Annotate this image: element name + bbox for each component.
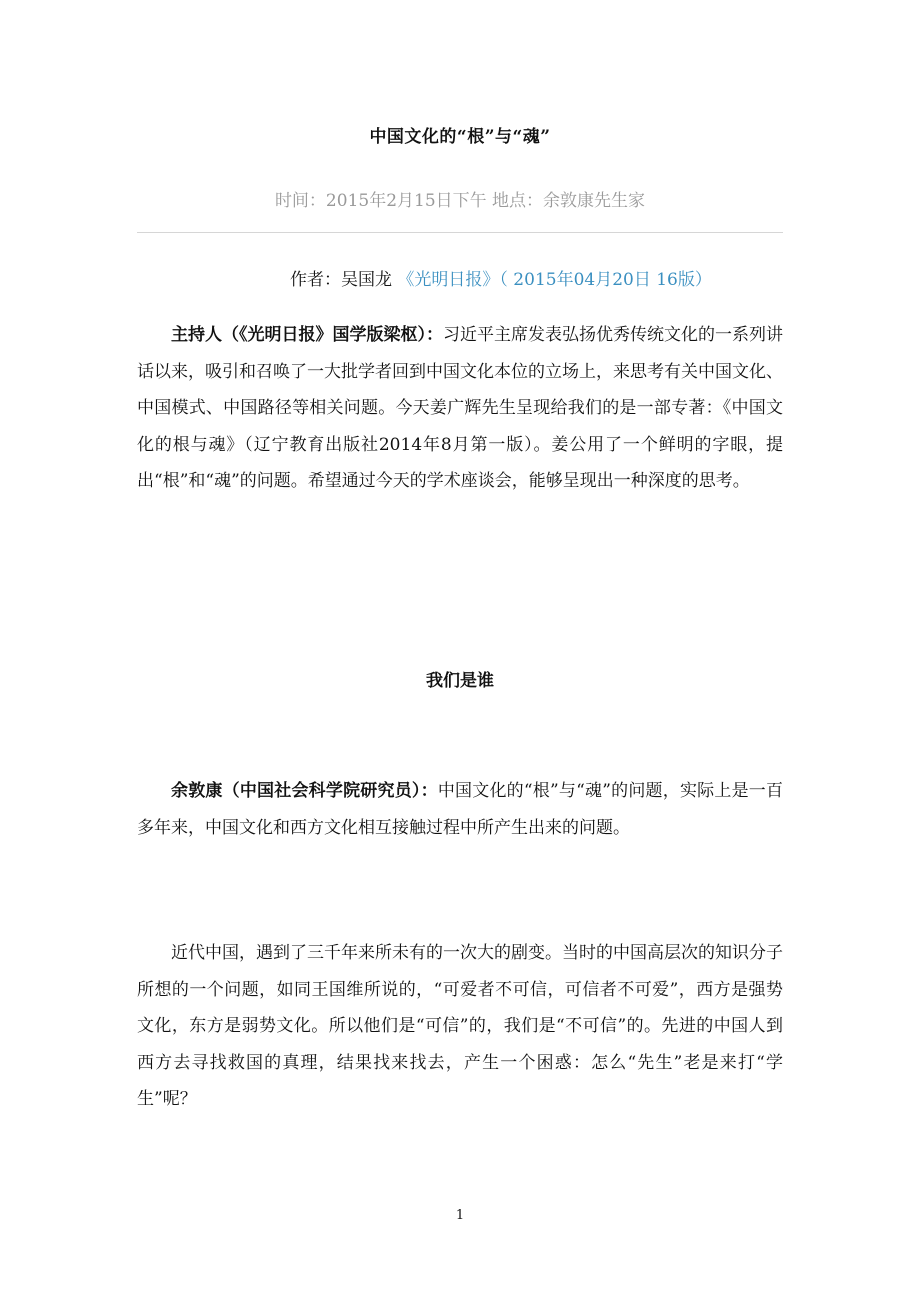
host-paragraph bbox=[137, 317, 783, 500]
page-number: 1 bbox=[455, 1208, 465, 1223]
paragraph-text: 习近平主席发表弘扬优秀传统文化的一系列讲话以来，吸引和召唤了一大批学者回到中国文化本位的立场上，来思考有关中国文化、中国模式、中国路径等相关问题。今天姜广辉先生呈现给我们的是一部专著：《中国文化的根与魂》（辽宁教育出版社2014年8月第一版）。姜公用了一个鲜明的字眼，提出“根”和“魂”的问题。希望通过今天的学术座谈会，能够呈现出一种深度的思考。 bbox=[137, 325, 783, 491]
byline bbox=[290, 265, 712, 290]
speaker-paragraph bbox=[137, 773, 783, 846]
document-meta: 时间：2015年2月15日下午 地点：余敦康先生家 bbox=[274, 191, 646, 211]
divider bbox=[137, 232, 783, 233]
section-heading: 我们是谁 bbox=[426, 671, 494, 691]
body-paragraph bbox=[137, 935, 783, 1118]
speaker-label: 主持人（《光明日报》国学版梁枢）： bbox=[171, 325, 443, 345]
paragraph-text: 中国文化的“根”与“魂”的问题，实际上是一百多年来，中国文化和西方文化相互接触过程中所产生出来的问题。 bbox=[137, 781, 783, 838]
byline-author: 作者：吴国龙 bbox=[290, 270, 398, 290]
speaker-label: 余敦康（中国社会科学院研究员）： bbox=[171, 781, 438, 801]
byline-source-link[interactable]: 《光明日报》（ 2015年04月20日 16版） bbox=[397, 270, 712, 290]
paragraph-text: 近代中国，遇到了三千年来所未有的一次大的剧变。当时的中国高层次的知识分子所想的一个问题，如同王国维所说的，“可爱者不可信，可信者不可爱”，西方是强势文化，东方是弱势文化。所以他们是“可信”的，我们是“不可信”的。先进的中国人到西方去寻找救国的真理，结果找来找去，产生一个困惑：怎么“先生”老是来打“学生”呢？ bbox=[137, 943, 783, 1109]
document-title: 中国文化的“根”与“魂” bbox=[369, 127, 551, 147]
